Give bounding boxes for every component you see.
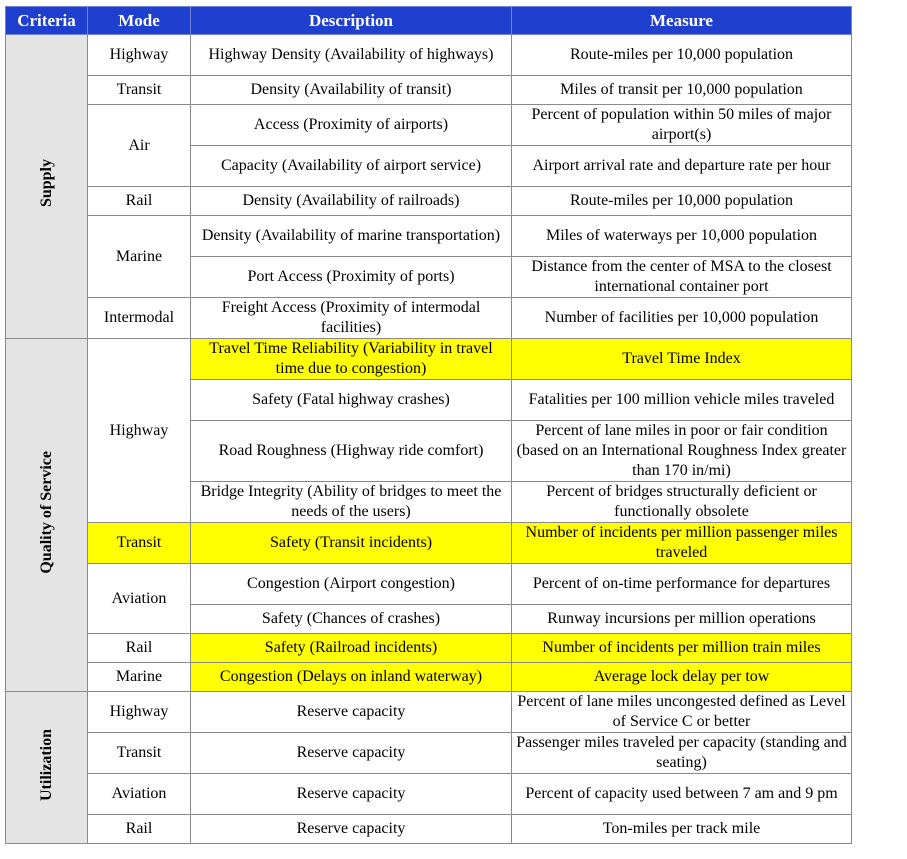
- mode-cell: Transit: [88, 733, 191, 774]
- measure-cell: Airport arrival rate and departure rate per hour: [512, 146, 852, 187]
- header-mode: Mode: [88, 7, 191, 35]
- criteria-label: Utilization: [37, 728, 55, 801]
- description-cell: Port Access (Proximity of ports): [191, 257, 512, 298]
- description-cell: Reserve capacity: [191, 692, 512, 733]
- mode-cell: Highway: [88, 339, 191, 523]
- description-cell: Safety (Fatal highway crashes): [191, 380, 512, 421]
- criteria-utilization: [6, 692, 88, 844]
- measure-cell: Number of incidents per million train miles: [512, 634, 852, 663]
- description-cell: Access (Proximity of airports): [191, 105, 512, 146]
- table-row: [6, 339, 852, 380]
- table-row: [6, 523, 852, 564]
- mode-cell: Aviation: [88, 564, 191, 634]
- table-row: [6, 298, 852, 339]
- description-cell: Safety (Chances of crashes): [191, 605, 512, 634]
- criteria-supply: [6, 35, 88, 339]
- measure-cell: Route-miles per 10,000 population: [512, 35, 852, 76]
- measure-cell: Percent of population within 50 miles of major airport(s): [512, 105, 852, 146]
- description-cell: Congestion (Delays on inland waterway): [191, 663, 512, 692]
- mode-cell: Air: [88, 105, 191, 187]
- table-row: [6, 663, 852, 692]
- description-cell: Reserve capacity: [191, 774, 512, 815]
- description-cell: Safety (Transit incidents): [191, 523, 512, 564]
- mode-cell: Highway: [88, 692, 191, 733]
- table-row: [6, 815, 852, 844]
- header-description: Description: [191, 7, 512, 35]
- description-cell: Reserve capacity: [191, 733, 512, 774]
- measure-cell: Average lock delay per tow: [512, 663, 852, 692]
- description-cell: Capacity (Availability of airport service): [191, 146, 512, 187]
- description-cell: Density (Availability of railroads): [191, 187, 512, 216]
- criteria-quality-of-service: [6, 339, 88, 692]
- measure-cell: Percent of lane miles uncongested defined as Level of Service C or better: [512, 692, 852, 733]
- mode-cell: Marine: [88, 663, 191, 692]
- table-row: [6, 35, 852, 76]
- criteria-table: [5, 6, 852, 844]
- criteria-label: Quality of Service: [37, 450, 55, 574]
- header-row: [6, 7, 852, 35]
- measure-cell: Miles of transit per 10,000 population: [512, 76, 852, 105]
- table-row: [6, 187, 852, 216]
- header-measure: Measure: [512, 7, 852, 35]
- mode-cell: Rail: [88, 815, 191, 844]
- mode-cell: Intermodal: [88, 298, 191, 339]
- description-cell: Highway Density (Availability of highways): [191, 35, 512, 76]
- measure-cell: Miles of waterways per 10,000 population: [512, 216, 852, 257]
- measure-cell: Number of facilities per 10,000 population: [512, 298, 852, 339]
- mode-cell: Transit: [88, 523, 191, 564]
- table-row: [6, 692, 852, 733]
- description-cell: Road Roughness (Highway ride comfort): [191, 421, 512, 482]
- table-row: [6, 105, 852, 146]
- table-row: [6, 564, 852, 605]
- measure-cell: Number of incidents per million passenger miles traveled: [512, 523, 852, 564]
- measure-cell: Percent of on-time performance for departures: [512, 564, 852, 605]
- description-cell: Freight Access (Proximity of intermodal facilities): [191, 298, 512, 339]
- description-cell: Congestion (Airport congestion): [191, 564, 512, 605]
- criteria-label: Supply: [37, 159, 55, 208]
- measure-cell: Fatalities per 100 million vehicle miles traveled: [512, 380, 852, 421]
- table-row: [6, 634, 852, 663]
- description-cell: Density (Availability of marine transportation): [191, 216, 512, 257]
- measure-cell: Percent of capacity used between 7 am and 9 pm: [512, 774, 852, 815]
- measure-cell: Distance from the center of MSA to the closest international container port: [512, 257, 852, 298]
- table-row: [6, 76, 852, 105]
- measure-cell: Ton-miles per track mile: [512, 815, 852, 844]
- mode-cell: Rail: [88, 634, 191, 663]
- description-cell: Density (Availability of transit): [191, 76, 512, 105]
- measure-cell: Percent of bridges structurally deficient or functionally obsolete: [512, 482, 852, 523]
- measure-cell: Percent of lane miles in poor or fair condition (based on an International Roughness Index greater than 170 in/mi): [512, 421, 852, 482]
- table-row: [6, 733, 852, 774]
- mode-cell: Marine: [88, 216, 191, 298]
- description-cell: Reserve capacity: [191, 815, 512, 844]
- header-criteria: Criteria: [6, 7, 88, 35]
- description-cell: Travel Time Reliability (Variability in travel time due to congestion): [191, 339, 512, 380]
- mode-cell: Transit: [88, 76, 191, 105]
- measure-cell: Travel Time Index: [512, 339, 852, 380]
- measure-cell: Passenger miles traveled per capacity (standing and seating): [512, 733, 852, 774]
- description-cell: Safety (Railroad incidents): [191, 634, 512, 663]
- mode-cell: Highway: [88, 35, 191, 76]
- measure-cell: Runway incursions per million operations: [512, 605, 852, 634]
- table-row: [6, 216, 852, 257]
- description-cell: Bridge Integrity (Ability of bridges to meet the needs of the users): [191, 482, 512, 523]
- table-row: [6, 774, 852, 815]
- mode-cell: Rail: [88, 187, 191, 216]
- mode-cell: Aviation: [88, 774, 191, 815]
- measure-cell: Route-miles per 10,000 population: [512, 187, 852, 216]
